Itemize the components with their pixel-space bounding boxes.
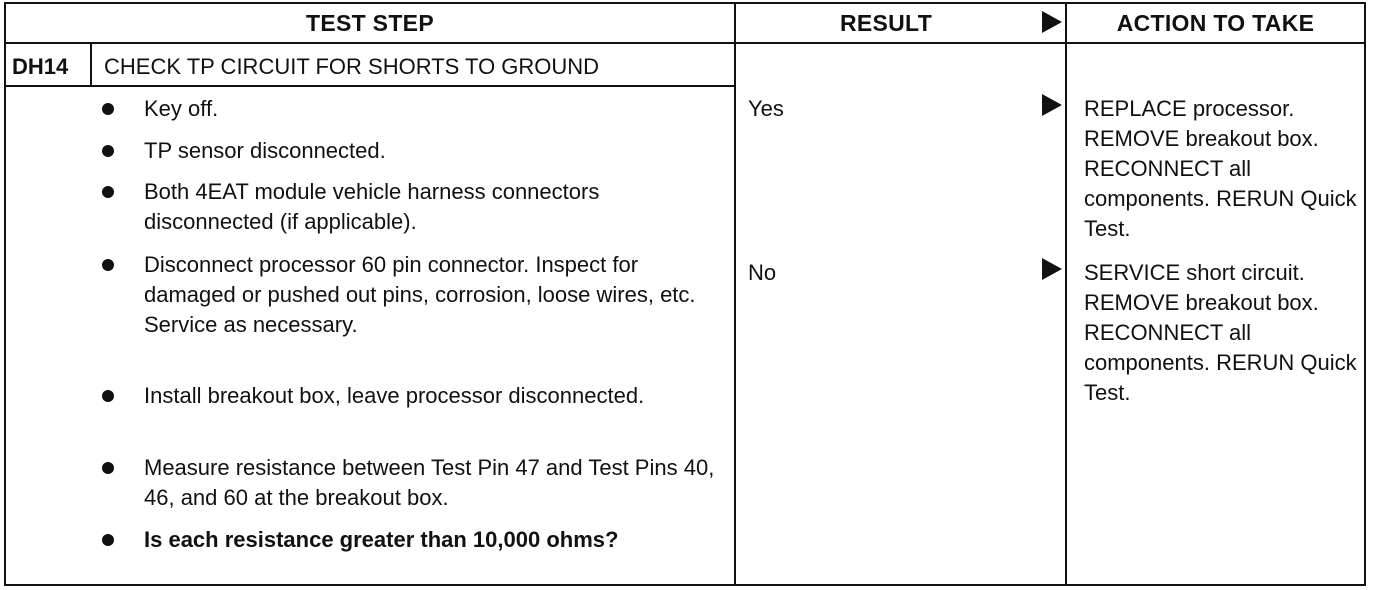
bullet-text: Install breakout box, leave processor disconnected. [144, 383, 645, 408]
diagnostic-table [4, 2, 1366, 586]
bullet-icon [102, 462, 114, 474]
header-divider [6, 42, 1364, 44]
bullet-icon [102, 145, 114, 157]
result-no-arrow-icon [1042, 258, 1062, 280]
action-yes: REPLACE processor. REMOVE breakout box. RECONNECT all components. RERUN Quick Test. [1084, 96, 1357, 241]
header-arrow-icon [1042, 11, 1062, 33]
step-title: CHECK TP CIRCUIT FOR SHORTS TO GROUND [104, 54, 600, 79]
bullet-text: TP sensor disconnected. [144, 138, 386, 163]
bullet-text: Disconnect processor 60 pin connector. Inspect for damaged or pushed out pins, corrosion, loose wires, etc. Service as necessary. [144, 252, 696, 337]
bullet-icon [102, 186, 114, 198]
step-id: DH14 [12, 54, 69, 79]
step-id-divider [90, 42, 92, 87]
bullet-text: Measure resistance between Test Pin 47 and Test Pins 40, 46, and 60 at the breakout box. [144, 455, 715, 510]
bullet-text: Both 4EAT module vehicle harness connectors disconnected (if applicable). [144, 179, 600, 234]
bullet-question: Is each resistance greater than 10,000 ohms? [144, 527, 619, 552]
bullet-icon [102, 103, 114, 115]
bullet-text: Key off. [144, 96, 219, 121]
result-yes-arrow-icon [1042, 94, 1062, 116]
header-result: RESULT [839, 9, 933, 36]
bullet-icon [102, 259, 114, 271]
column-divider-action [1065, 4, 1067, 584]
action-no: SERVICE short circuit. REMOVE breakout box. RECONNECT all components. RERUN Quick Test. [1084, 260, 1357, 405]
result-no: No [748, 260, 777, 285]
header-test-step: TEST STEP [306, 9, 434, 36]
column-divider-result [734, 4, 736, 584]
result-yes: Yes [748, 96, 784, 121]
header-action: ACTION TO TAKE [1116, 9, 1315, 36]
bullet-icon [102, 390, 114, 402]
step-title-divider [6, 85, 736, 87]
bullet-icon [102, 534, 114, 546]
